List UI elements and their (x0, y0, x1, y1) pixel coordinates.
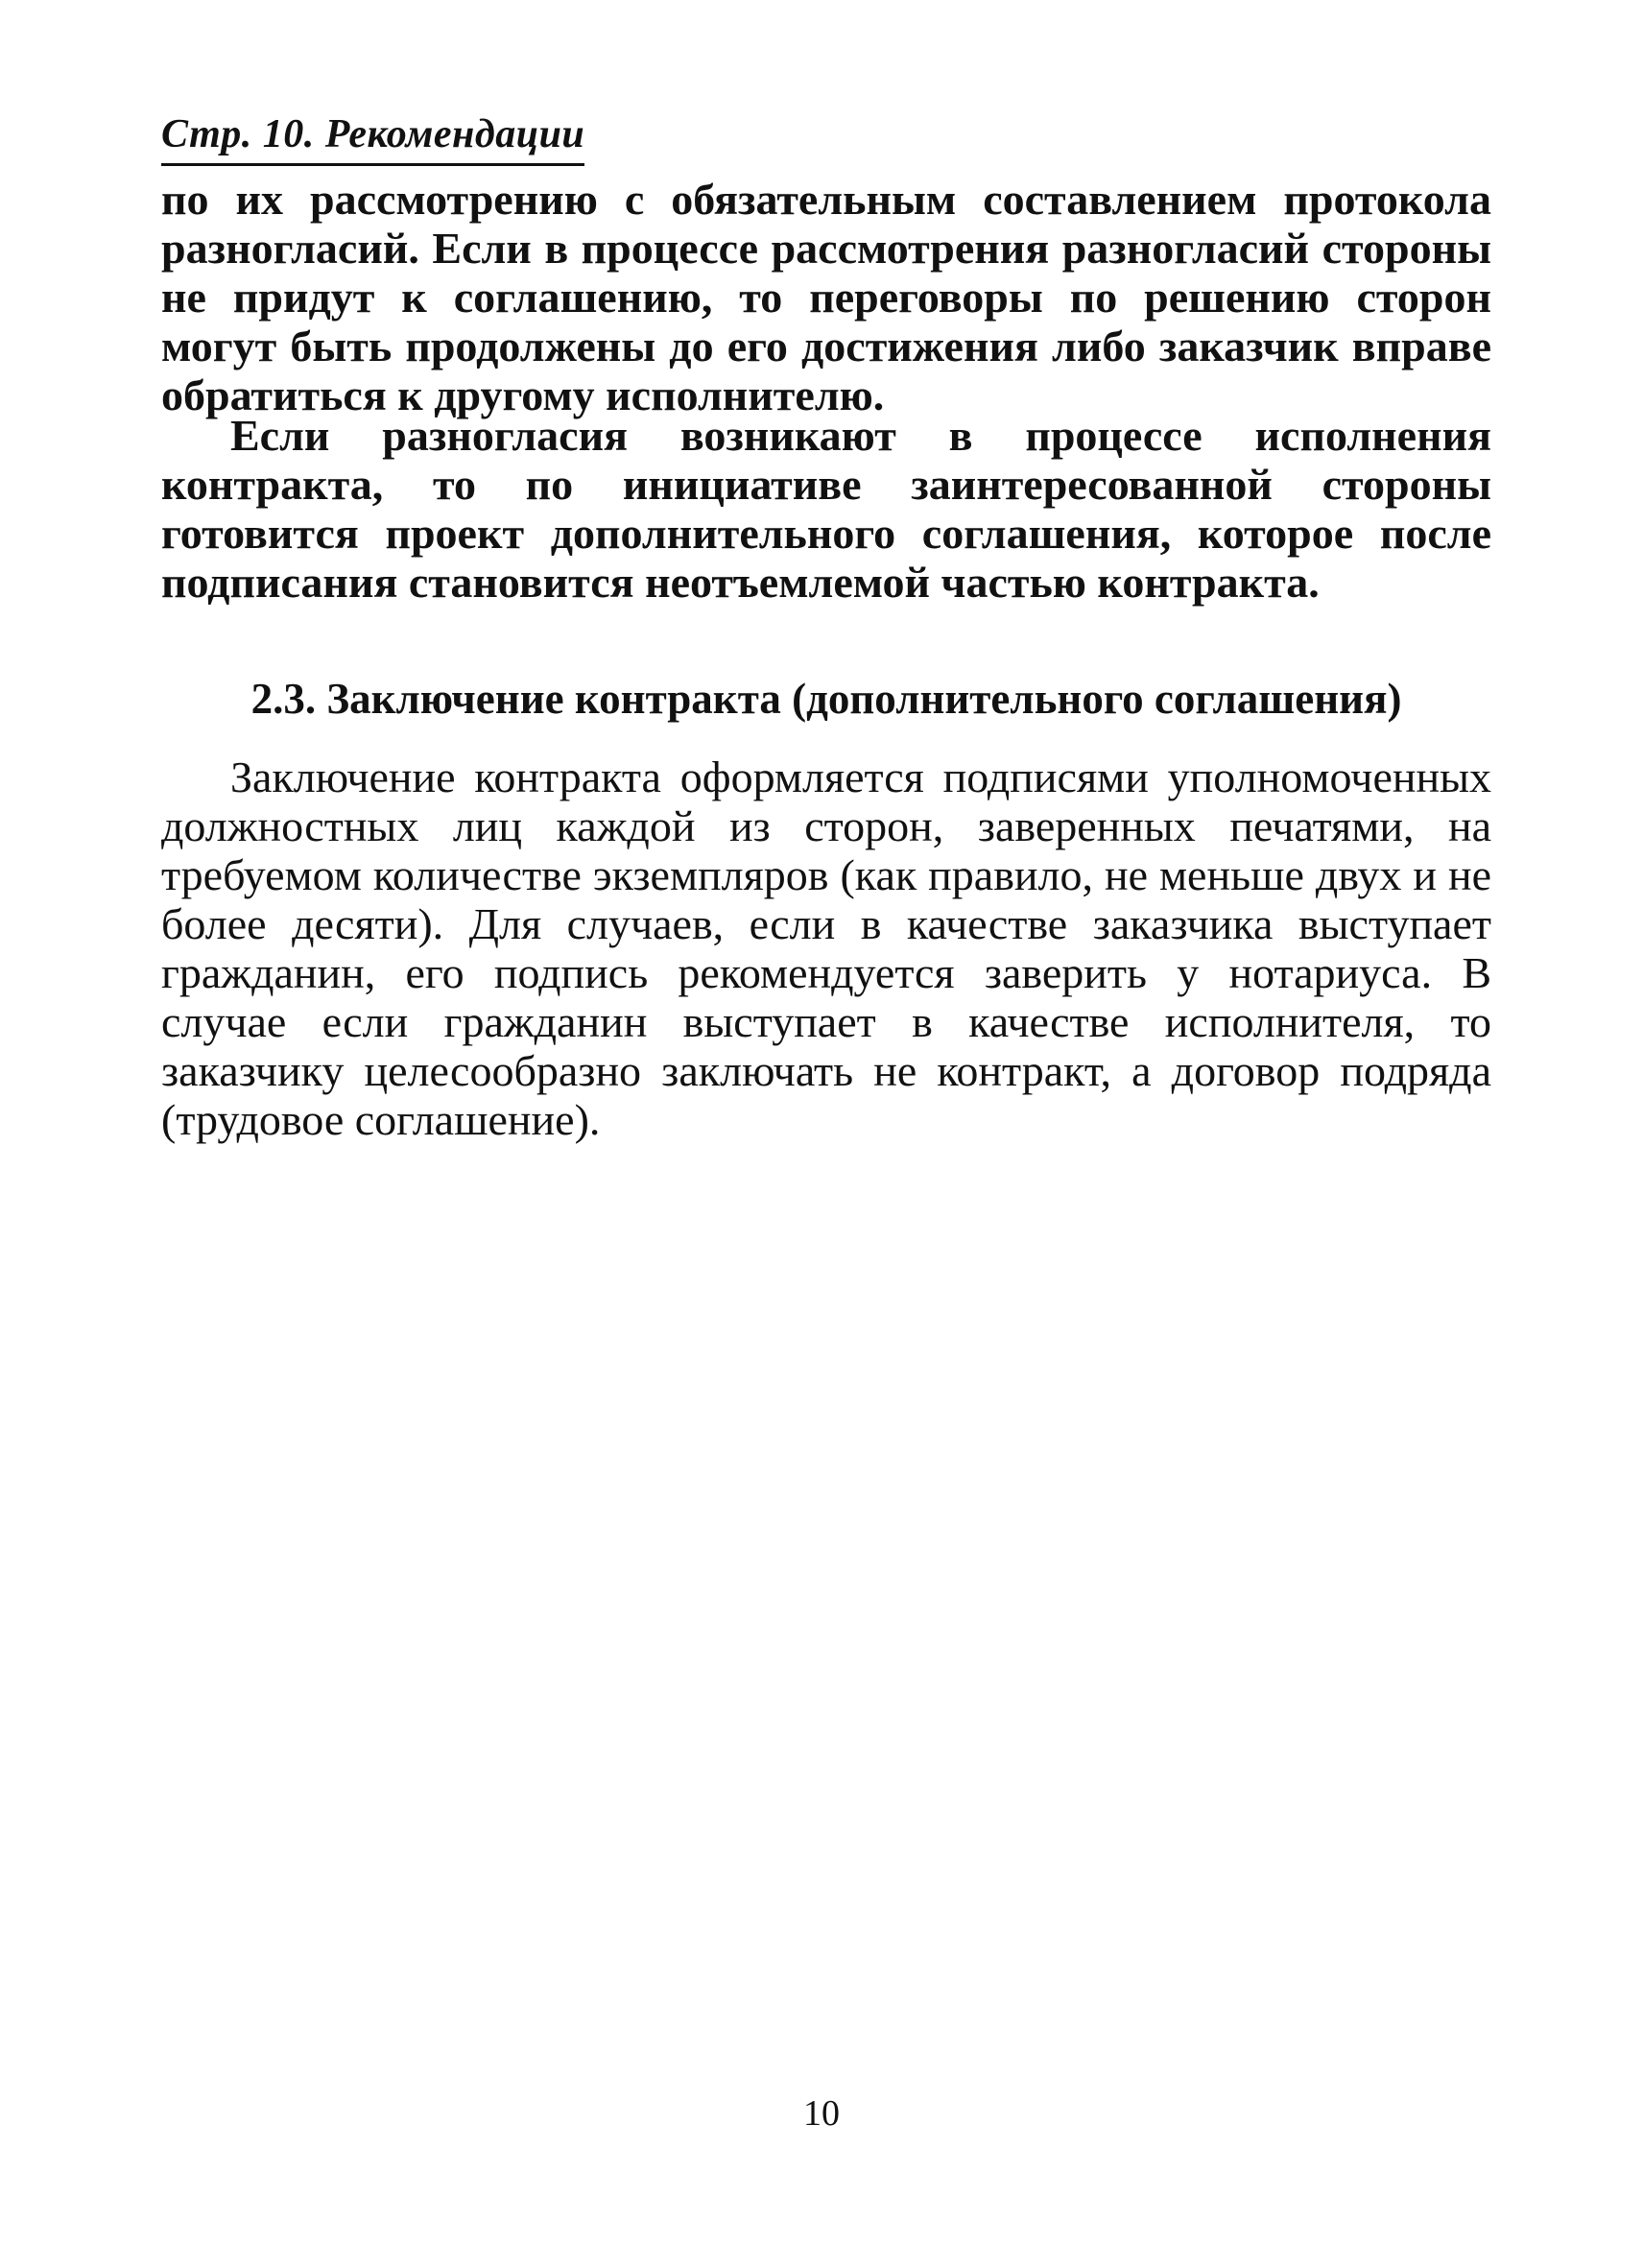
paragraph-disagreements: Если разногласия возникают в процессе исполнения контракта, то по инициативе заинтересованной стороны готовится проект дополнительного соглашения, которое после подписания становится неотъемлемой частью контракта. (161, 411, 1491, 607)
running-header: Стр. 10. Рекомендации (161, 107, 584, 166)
paragraph-continuation: по их рассмотрению с обязательным составлением протокола разногласий. Если в процессе рассмотрения разногласий стороны не придут к соглашению, то переговоры по решению сторон могут быть продолжены до его достижения либо заказчик вправе обратиться к другому исполнителю. (161, 175, 1491, 419)
page-number: 10 (803, 2093, 840, 2134)
paragraph-contract-conclusion: Заключение контракта оформляется подписями уполномоченных должностных лиц каждой из сторон, заверенных печатями, на требуемом количестве экземпляров (как правило, не меньше двух и не более десяти). Для случаев, если в качестве заказчика выступает гражданин, его подпись рекомендуется заверить у нотариуса. В случае если гражданин выступает в качестве исполнителя, то заказчику целесообразно заключать не контракт, а договор подряда (трудовое соглашение). (161, 752, 1491, 1144)
section-heading: 2.3. Заключение контракта (дополнительного соглашения) (250, 675, 1402, 723)
section-paragraph-block (161, 752, 1491, 1144)
disagreements-paragraph-block (161, 411, 1491, 607)
continued-paragraph-block (161, 175, 1491, 419)
